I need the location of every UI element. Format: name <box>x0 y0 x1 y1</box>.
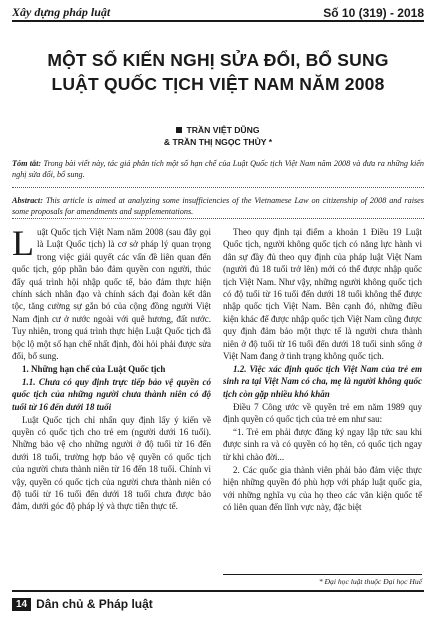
drop-cap: L <box>12 223 34 263</box>
abstract-english <box>12 195 424 217</box>
author-block <box>12 124 424 148</box>
title-line-2: LUẬT QUỐC TỊCH VIỆT NAM NĂM 2008 <box>51 74 385 94</box>
author-1 <box>12 124 424 136</box>
page-number: 14 <box>12 598 31 611</box>
square-bullet-icon <box>176 127 182 133</box>
author-1-name: TRẦN VIỆT DŨNG <box>186 125 260 135</box>
running-header <box>12 2 424 22</box>
title-line-1: MỘT SỐ KIẾN NGHỊ SỬA ĐỔI, BỔ SUNG <box>47 50 389 70</box>
subsection-heading-1-1: 1.1. Chưa có quy định trực tiếp bảo vệ quyền có quốc tịch của những người chưa thành niên có độ tuổi từ 16 đến dưới 18 tuổi <box>12 376 211 412</box>
author-footnote: * Đại học luật thuộc Đại học Huế <box>223 574 422 586</box>
intro-paragraph <box>12 223 211 362</box>
section-heading-1: 1. Những hạn chế của Luật Quốc tịch <box>22 363 166 374</box>
journal-name: Dân chủ & Pháp luật <box>36 597 153 611</box>
paragraph-right-1: Theo quy định tại điểm a khoản 1 Điều 19 Luật Quốc tịch, người không quốc tịch có năng lực hành vi dân sự đầy đủ theo quy định của pháp luật Việt Nam (người đủ 18 tuổi trở lên) mới có thể được nhập quốc tịch Việt Nam. Như vậy, những người không quốc tịch có độ tuổi từ 16 tuổi đến dưới 18 tuổi không thể được nhập quốc tịch Việt Nam. Bên cạnh đó, những điều kiện khác để được nhập quốc tịch Việt Nam cũng được quy định đảm bảo một thực tế là người chưa thành niên ở độ tuổi từ 16 tuổi đến dưới 18 tuổi sinh sống ở Việt Nam đang ở tình trạng không quốc tịch. <box>223 227 422 362</box>
article-title <box>12 48 424 96</box>
paragraph-right-4: 2. Các quốc gia thành viên phải bảo đảm việc thực hiện những quyền đó phù hợp với pháp luật quốc gia, với những nghĩa vụ của họ theo các văn kiện quốc tế có liên quan đến lĩnh vực này, đặc biệt <box>223 464 422 512</box>
abstract-divider <box>12 187 424 188</box>
intro-text: uật Quốc tịch Việt Nam năm 2008 (sau đây gọi là Luật Quốc tịch) là cơ sở pháp lý quan trọng trong việc giải quyết các vấn đề liên quan đến quốc tịch, góp phần bảo đảm quyền con người, thúc đẩy quá trình hội nhập quốc tế, bảo đảm thực hiện chính sách nhân đạo và chính sách đại đoàn kết dân tộc, tăng cường sự gắn bó của cộng đồng người Việt Nam định cư ở nước ngoài với quê hương, đất nước. Tuy nhiên, trong quá trình thực hiện Luật Quốc tịch đã bộc lộ một số hạn chế nhất định, đòi hỏi phải được sửa đổi, bổ sung. <box>12 227 211 362</box>
section-name: Xây dựng pháp luật <box>12 5 111 19</box>
abstract-en-label: Abstract: <box>12 196 43 205</box>
issue-number: Số 10 (319) - 2018 <box>323 6 424 20</box>
left-column <box>12 223 211 513</box>
paragraph-1-1: Luật Quốc tịch chỉ nhấn quy định lấy ý kiến về quyền có quốc tịch cho trẻ em (người dưới 16 tuổi). Những bảo vệ cho những người ở độ tuổi từ 16 đến dưới 18 tuổi, trường hợp bảo vệ quyền có quốc tịch của người chưa thành niên từ 16 đến 18 tuổi. Chính vì vậy, quyền có quốc tịch của người chưa thành niên có độ tuổi từ 16 tuổi đến dưới 18 tuổi chưa được bảo đảm, dưới góc độ pháp lý và thực tiễn thực tế. <box>12 414 211 512</box>
abstract-en-text: This article is aimed at analyzing some insufficiencies of the Vietnamese Law on citizenship of 2008 and raises some proposals for amendments and supplementations. <box>12 196 424 216</box>
abstract-vi-text: Trong bài viết này, tác giả phân tích một số hạn chế của Luật Quốc tịch Việt Nam năm 2008 và đưa ra những kiến nghị sửa đổi, bổ sung. <box>12 159 424 179</box>
author-2: & TRẦN THỊ NGỌC THỦY * <box>163 137 273 147</box>
abstract-bottom-divider <box>12 218 424 219</box>
abstract-vietnamese <box>12 158 424 180</box>
paragraph-right-2: Điều 7 Công ước về quyền trẻ em năm 1989 quy định quyền có quốc tịch của trẻ em như sau: <box>223 401 422 425</box>
paragraph-right-3: “1. Trẻ em phải được đăng ký ngay lập tức sau khi được sinh ra và có quyền có họ tên, có quốc tịch ngay từ khi chào đời... <box>223 427 422 462</box>
page-footer <box>12 590 424 613</box>
right-column <box>223 226 422 514</box>
abstract-vi-label: Tóm tắt: <box>12 159 42 168</box>
subsection-heading-1-2: 1.2. Việc xác định quốc tịch Việt Nam của trẻ em sinh ra tại Việt Nam có cha, mẹ là người không quốc tịch còn gặp nhiều khó khăn <box>223 363 422 399</box>
